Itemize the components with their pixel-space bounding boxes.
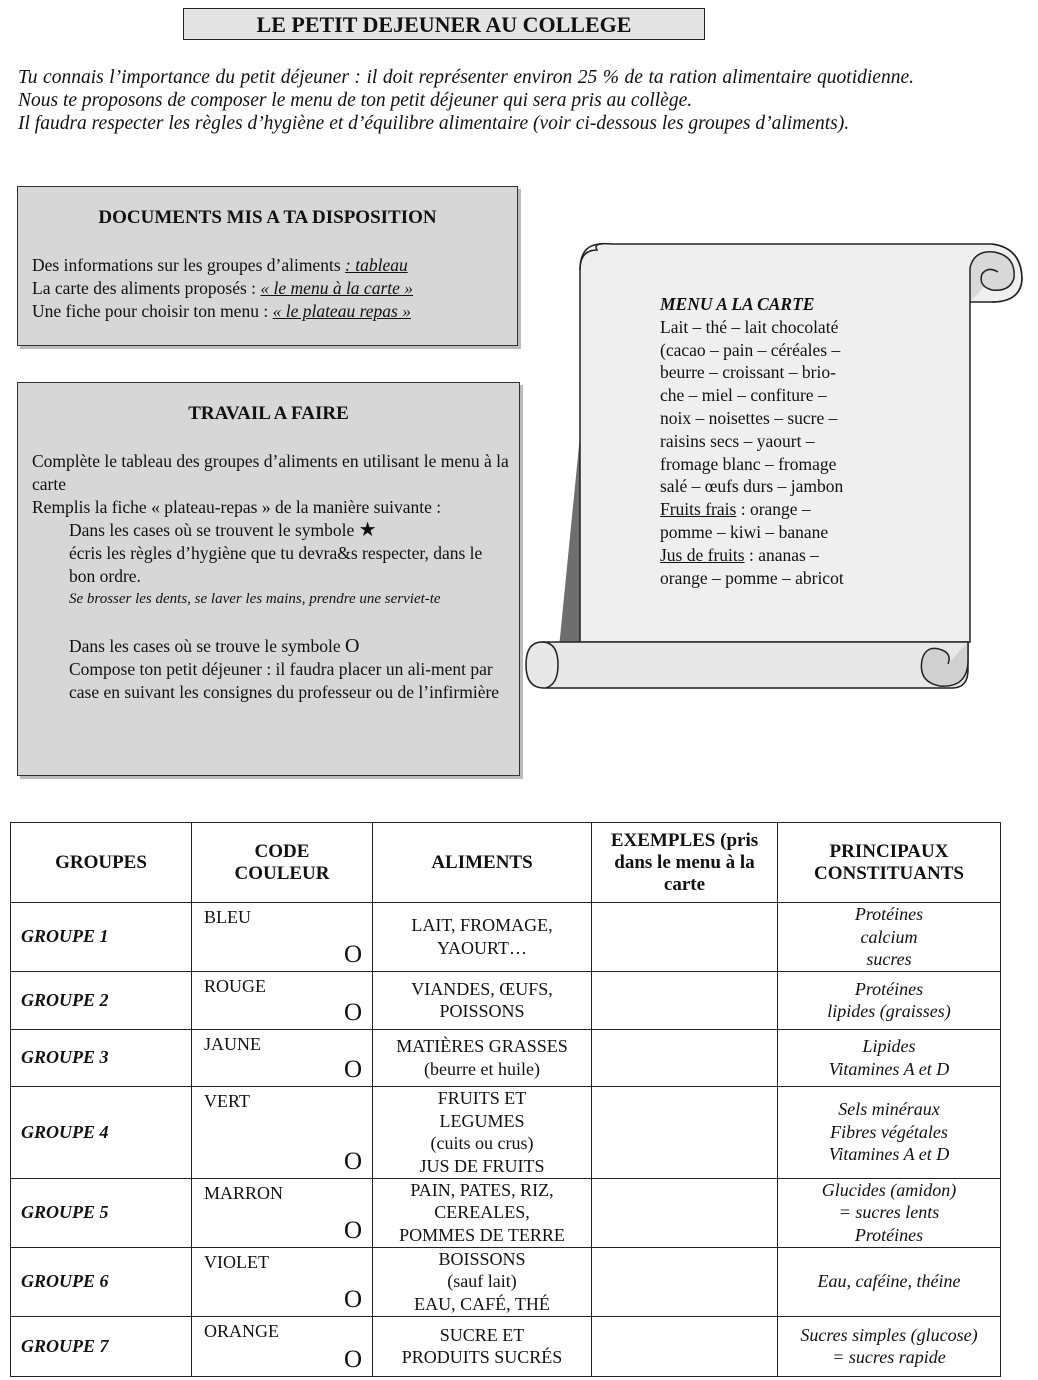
work-box bbox=[17, 382, 520, 776]
documents-item bbox=[32, 254, 413, 277]
menu-line: salé – œufs durs – jambon bbox=[660, 476, 844, 497]
documents-item-ref[interactable]: « le plateau repas » bbox=[272, 301, 411, 321]
documents-heading: DOCUMENTS MIS A TA DISPOSITION bbox=[98, 207, 437, 228]
examples-cell[interactable] bbox=[592, 1086, 778, 1178]
menu-line: raisins secs – yaourt – bbox=[660, 430, 815, 451]
constituent-line: calcium bbox=[860, 926, 918, 947]
menu-line: pomme – kiwi – banane bbox=[660, 521, 829, 542]
page-title: LE PETIT DEJEUNER AU COLLEGE bbox=[183, 8, 705, 40]
color-name: VIOLET bbox=[204, 1251, 269, 1272]
menu-line: (cacao – pain – céréales – bbox=[660, 339, 841, 360]
constituent-line: Lipides bbox=[862, 1036, 916, 1056]
work-circle-instruction bbox=[32, 635, 512, 704]
food-line: FRUITS ET bbox=[437, 1088, 527, 1108]
constituent-line: Vitamines A et D bbox=[828, 1058, 950, 1079]
food-line: BOISSONS bbox=[438, 1248, 526, 1269]
constituent-line: Glucides (amidon) bbox=[821, 1179, 957, 1200]
circle-icon: O bbox=[343, 1147, 362, 1175]
documents-item-text: Une fiche pour choisir ton menu : bbox=[32, 301, 273, 321]
foods-cell bbox=[373, 1086, 592, 1178]
header-groups: GROUPES bbox=[11, 823, 192, 903]
food-line: SUCRE ET bbox=[439, 1324, 525, 1345]
circle-icon: O bbox=[343, 1055, 362, 1083]
constituent-line: Sucres simples (glucose) bbox=[800, 1324, 978, 1345]
constituents-cell bbox=[778, 1029, 1001, 1086]
group-cell: GROUPE 3 bbox=[11, 1029, 192, 1086]
color-code-cell[interactable] bbox=[192, 1247, 373, 1316]
constituent-line: Protéines bbox=[854, 978, 924, 999]
menu-line-text: : orange – bbox=[736, 499, 811, 520]
menu-line: che – miel – confiture – bbox=[660, 385, 827, 406]
foods-cell bbox=[373, 1247, 592, 1316]
header-code: CODE COULEUR bbox=[192, 823, 373, 903]
group-cell: GROUPE 4 bbox=[11, 1086, 192, 1178]
food-line: EAU, CAFÉ, THÉ bbox=[414, 1293, 550, 1314]
constituent-line: = sucres rapide bbox=[832, 1347, 946, 1367]
food-line: POMMES DE TERRE bbox=[399, 1224, 565, 1245]
work-instructions bbox=[32, 450, 512, 704]
food-line: JUS DE FRUITS bbox=[419, 1155, 545, 1176]
foods-cell bbox=[373, 971, 592, 1029]
food-line: PRODUITS SUCRÉS bbox=[401, 1347, 563, 1367]
group-cell: GROUPE 2 bbox=[11, 971, 192, 1029]
examples-cell[interactable] bbox=[592, 1316, 778, 1376]
color-name: VERT bbox=[204, 1090, 250, 1111]
work-star-text: écris les règles d’hygiène que tu devra&s respecter, dans le bon ordre. bbox=[69, 543, 483, 586]
constituents-cell bbox=[778, 1178, 1001, 1247]
header-foods: ALIMENTS bbox=[373, 823, 592, 903]
circle-icon: O bbox=[343, 998, 362, 1026]
table-row bbox=[11, 903, 1001, 972]
table-row bbox=[11, 1316, 1001, 1376]
constituent-line: Fibres végétales bbox=[830, 1121, 948, 1142]
food-groups-table bbox=[10, 822, 1001, 1377]
examples-cell[interactable] bbox=[592, 903, 778, 972]
circle-icon: O bbox=[343, 1216, 362, 1244]
menu-line: orange – pomme – abricot bbox=[660, 567, 844, 588]
color-code-cell[interactable] bbox=[192, 903, 373, 972]
work-heading: TRAVAIL A FAIRE bbox=[188, 403, 349, 424]
documents-item-text: Des informations sur les groupes d’aliments bbox=[32, 255, 346, 275]
constituent-line: Sels minéraux bbox=[838, 1099, 940, 1120]
group-cell: GROUPE 5 bbox=[11, 1178, 192, 1247]
work-line: Remplis la fiche « plateau-repas » de la manière suivante : bbox=[32, 497, 442, 517]
documents-item-ref[interactable]: : tableau bbox=[345, 255, 408, 275]
constituent-line: Protéines bbox=[854, 904, 924, 924]
documents-item-ref[interactable]: « le menu à la carte » bbox=[260, 278, 414, 298]
circle-icon: O bbox=[343, 1285, 362, 1313]
color-code-cell[interactable] bbox=[192, 1086, 373, 1178]
table-row bbox=[11, 1086, 1001, 1178]
intro-paragraph: Il faudra respecter les règles d’hygiène et d’équilibre alimentaire (voir ci-dessous les groupes d’aliments). bbox=[18, 113, 850, 134]
menu-line-text: : ananas – bbox=[744, 544, 819, 565]
documents-item bbox=[32, 277, 413, 300]
header-constituents: PRINCIPAUX CONSTITUANTS bbox=[778, 823, 1001, 903]
food-line: LAIT, FROMAGE, bbox=[411, 915, 553, 936]
table-row bbox=[11, 1029, 1001, 1086]
circle-icon: O bbox=[343, 1345, 362, 1373]
color-code-cell[interactable] bbox=[192, 1178, 373, 1247]
constituent-line: Protéines bbox=[854, 1224, 924, 1245]
table-header-row bbox=[11, 823, 1001, 903]
examples-cell[interactable] bbox=[592, 971, 778, 1029]
work-example: Se brosser les dents, se laver les mains, prendre une serviet-te bbox=[69, 591, 441, 607]
constituent-line: Vitamines A et D bbox=[828, 1144, 950, 1165]
food-line: (beurre et huile) bbox=[424, 1058, 540, 1079]
color-code-cell[interactable] bbox=[192, 971, 373, 1029]
foods-cell bbox=[373, 1029, 592, 1086]
food-line: LEGUMES bbox=[439, 1110, 525, 1131]
food-line: (sauf lait) bbox=[447, 1271, 517, 1292]
table-row bbox=[11, 971, 1001, 1029]
food-line: PAIN, PATES, RIZ, bbox=[410, 1179, 554, 1200]
intro-text bbox=[18, 66, 914, 135]
intro-paragraph: Tu connais l’importance du petit déjeuner : il doit représenter environ 25 % de ta ration alimentaire quotidienne. Nous te proposons de composer le menu de ton petit déjeuner qui sera pris au collège. bbox=[18, 67, 914, 111]
documents-item bbox=[32, 300, 413, 323]
constituents-cell bbox=[778, 903, 1001, 972]
circle-icon: O bbox=[345, 635, 360, 657]
food-line: POISSONS bbox=[439, 1001, 525, 1021]
menu-line: fromage blanc – fromage bbox=[660, 453, 837, 474]
menu-card bbox=[660, 293, 875, 589]
constituents-cell bbox=[778, 1316, 1001, 1376]
menu-line: beurre – croissant – brio- bbox=[660, 362, 836, 383]
constituent-line: lipides (graisses) bbox=[827, 1001, 951, 1021]
color-name: ORANGE bbox=[204, 1320, 279, 1341]
documents-item-text: La carte des aliments proposés : bbox=[32, 278, 261, 298]
constituent-line: Eau, caféine, théine bbox=[817, 1271, 961, 1292]
food-line: MATIÈRES GRASSES bbox=[396, 1036, 568, 1056]
menu-line: Lait – thé – lait chocolaté bbox=[660, 316, 839, 337]
foods-cell bbox=[373, 1316, 592, 1376]
color-code-cell[interactable] bbox=[192, 1316, 373, 1376]
constituent-line: sucres bbox=[866, 949, 912, 969]
documents-list bbox=[32, 254, 413, 323]
constituent-line: = sucres lents bbox=[838, 1202, 940, 1223]
food-line: CEREALES, bbox=[434, 1202, 530, 1223]
group-cell: GROUPE 1 bbox=[11, 903, 192, 972]
work-star-instruction bbox=[32, 519, 512, 610]
food-line: VIANDES, ŒUFS, bbox=[411, 978, 553, 999]
work-circle-intro: Dans les cases où se trouve le symbole bbox=[69, 636, 341, 656]
menu-line: noix – noisettes – sucre – bbox=[660, 407, 838, 428]
menu-title: MENU A LA CARTE bbox=[660, 294, 815, 314]
constituents-cell bbox=[778, 1086, 1001, 1178]
color-name: ROUGE bbox=[204, 975, 266, 996]
examples-cell[interactable] bbox=[592, 1029, 778, 1086]
table-row bbox=[11, 1178, 1001, 1247]
work-circle-text: Compose ton petit déjeuner : il faudra placer un ali-ment par case en suivant les consignes du professeur ou de l’infirmière bbox=[69, 659, 500, 702]
work-star-intro: Dans les cases où se trouvent le symbole bbox=[69, 520, 355, 540]
group-cell: GROUPE 6 bbox=[11, 1247, 192, 1316]
menu-line-heading: Fruits frais bbox=[660, 499, 737, 520]
work-line: Complète le tableau des groupes d’aliments en utilisant le menu à la carte bbox=[32, 451, 509, 494]
color-name: MARRON bbox=[204, 1182, 284, 1203]
group-cell: GROUPE 7 bbox=[11, 1316, 192, 1376]
circle-icon: O bbox=[343, 940, 362, 968]
examples-cell[interactable] bbox=[592, 1247, 778, 1316]
constituents-cell bbox=[778, 1247, 1001, 1316]
foods-cell bbox=[373, 1178, 592, 1247]
examples-cell[interactable] bbox=[592, 1178, 778, 1247]
color-name: BLEU bbox=[204, 907, 251, 927]
color-code-cell[interactable] bbox=[192, 1029, 373, 1086]
food-line: (cuits ou crus) bbox=[430, 1133, 534, 1153]
food-line: YAOURT… bbox=[437, 937, 527, 958]
menu-line-heading: Jus de fruits bbox=[660, 544, 745, 565]
menu-line bbox=[660, 544, 875, 567]
table-row bbox=[11, 1247, 1001, 1316]
color-name: JAUNE bbox=[204, 1033, 261, 1054]
star-icon: ★ bbox=[358, 519, 377, 541]
header-examples: EXEMPLES (pris dans le menu à la carte bbox=[592, 823, 778, 903]
constituents-cell bbox=[778, 971, 1001, 1029]
documents-box bbox=[17, 186, 518, 346]
foods-cell bbox=[373, 903, 592, 972]
menu-line bbox=[660, 498, 875, 521]
